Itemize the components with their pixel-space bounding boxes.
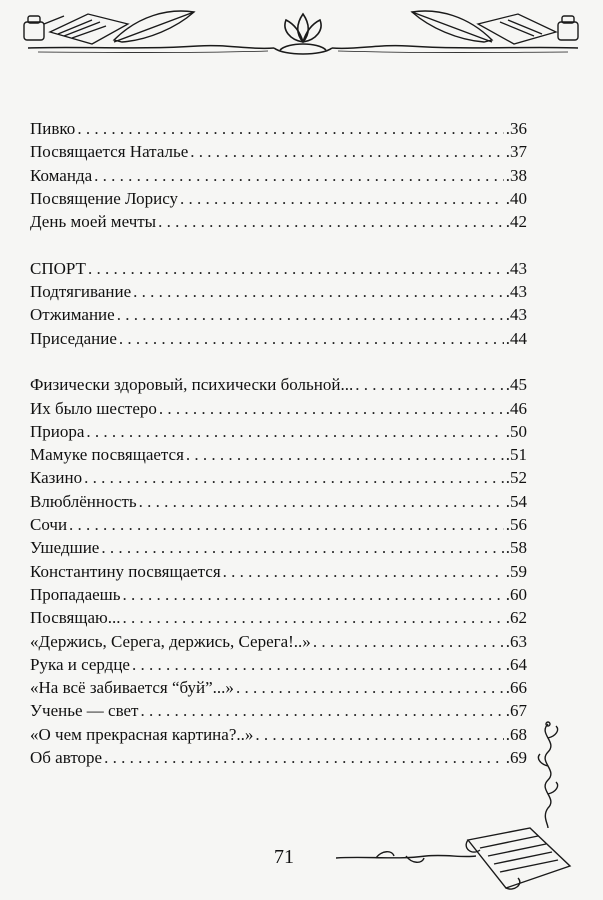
toc-entry-page: .45: [505, 375, 527, 395]
toc-entry-title: Ушедшие: [30, 538, 100, 558]
toc-entry-page: .64: [505, 654, 527, 674]
dot-leader: [158, 210, 504, 233]
dot-leader: [139, 490, 504, 513]
toc-entry: [30, 117, 527, 140]
toc-entry-title: День моей мечты: [30, 212, 157, 232]
side-flourish-ornament: [528, 720, 568, 830]
toc-entry-title: Посвящается Наталье: [30, 142, 189, 162]
toc-entry-title: Посвящаю...: [30, 608, 121, 628]
dot-leader: [122, 606, 503, 629]
toc-entry-title: Ученье — свет: [30, 701, 139, 721]
toc-entry-page: .36: [505, 119, 527, 138]
dot-leader: [119, 327, 504, 350]
dot-leader: [132, 653, 504, 676]
toc-entry-page: .69: [505, 748, 527, 768]
toc-entry: [30, 676, 527, 699]
toc-entry: [30, 420, 527, 443]
scroll-paper-icon: [50, 14, 128, 44]
dot-leader: [123, 583, 504, 606]
toc-entry-title: Сочи: [30, 515, 68, 535]
dot-leader: [180, 187, 504, 210]
toc-entry-page: .58: [505, 538, 527, 558]
toc-entry-page: .63: [505, 631, 527, 651]
toc-entry: [30, 746, 527, 769]
toc-entry-title: Команда: [30, 165, 93, 185]
toc-entry: [30, 723, 527, 746]
toc-entry: [30, 187, 527, 210]
toc-entry-title: Пропадаешь: [30, 584, 121, 604]
dot-leader: [117, 303, 504, 326]
toc-entry-title: «Держись, Серега, держись, Серега!..»: [30, 631, 311, 651]
toc-entry-page: .40: [505, 188, 527, 208]
toc-entry-page: .43: [505, 305, 527, 325]
toc-entry: [30, 397, 527, 420]
toc-entry-title: Влюблённость: [30, 491, 137, 511]
toc-entry: [30, 140, 527, 163]
toc-entry-title: «О чем прекрасная картина?..»: [30, 724, 254, 744]
toc-entry-title: Их было шестеро: [30, 398, 157, 418]
dot-leader: [104, 746, 504, 769]
toc-entry-title: «На всё забивается “буй”...»: [30, 678, 234, 698]
toc-entry-page: .37: [505, 142, 527, 162]
toc-entry-title: Пивко: [30, 119, 76, 138]
dot-leader: [190, 140, 503, 163]
toc-entry-title: Приседание: [30, 328, 117, 348]
dot-leader: [140, 699, 503, 722]
toc-entry-title: Об авторе: [30, 748, 103, 768]
scroll-paper-icon: [458, 822, 578, 894]
dot-leader: [77, 117, 503, 140]
toc-entry-title: СПОРТ: [30, 258, 86, 278]
toc-entry: [30, 536, 527, 559]
toc-entry-title: Мамуке посвящается: [30, 445, 184, 465]
toc-entry: [30, 327, 527, 350]
toc-entry-page: .44: [505, 328, 527, 348]
toc-group-1: [30, 117, 527, 233]
toc-entry-page: .66: [505, 678, 527, 698]
toc-entry: [30, 280, 527, 303]
toc-entry-page: .46: [505, 398, 527, 418]
dot-leader: [94, 164, 504, 187]
dot-leader: [88, 257, 504, 280]
toc-entry: [30, 210, 527, 233]
toc-entry: [30, 699, 527, 722]
toc-entry-title: Посвящение Лорису: [30, 188, 179, 208]
page-number: 71: [274, 846, 294, 868]
toc-entry: [30, 630, 527, 653]
toc-entry-page: .43: [505, 282, 527, 302]
left-feather-icon: [114, 11, 194, 42]
toc-entry-page: .56: [505, 515, 527, 535]
table-of-contents: [30, 117, 527, 769]
dot-leader: [101, 536, 503, 559]
bottom-flourish-line: [336, 844, 476, 868]
fleuron-icon: [274, 14, 332, 54]
toc-entry-title: Константину посвящается: [30, 561, 221, 581]
header-ornament: [18, 6, 588, 66]
toc-entry-page: .51: [505, 445, 527, 465]
toc-group-3: [30, 373, 527, 769]
dot-leader: [255, 723, 503, 746]
toc-entry: [30, 606, 527, 629]
toc-entry-page: .42: [505, 212, 527, 232]
dot-leader: [86, 420, 503, 443]
toc-entry: [30, 583, 527, 606]
toc-group-2: [30, 257, 527, 350]
toc-entry-page: .62: [505, 608, 527, 628]
dot-leader: [159, 397, 504, 420]
toc-entry: [30, 164, 527, 187]
dot-leader: [84, 466, 504, 489]
toc-entry-title: Приора: [30, 421, 85, 441]
dot-leader: [223, 560, 504, 583]
toc-entry: [30, 653, 527, 676]
dot-leader: [313, 630, 504, 653]
right-feather-icon: [412, 11, 492, 42]
left-flourish-line: [28, 46, 274, 49]
toc-entry-page: .54: [505, 491, 527, 511]
toc-entry-title: Рука и сердце: [30, 654, 130, 674]
dot-leader: [69, 513, 504, 536]
toc-entry-title: Подтягивание: [30, 282, 132, 302]
toc-entry: [30, 490, 527, 513]
toc-entry: [30, 373, 527, 396]
toc-entry-page: .43: [505, 258, 527, 278]
toc-entry-page: .67: [505, 701, 527, 721]
toc-entry-page: .50: [505, 421, 527, 441]
toc-entry-page: .52: [505, 468, 527, 488]
right-flourish-line: [332, 46, 578, 49]
dot-leader: [186, 443, 504, 466]
toc-entry-page: .59: [505, 561, 527, 581]
toc-entry: [30, 560, 527, 583]
toc-entry: [30, 303, 527, 326]
toc-entry: [30, 466, 527, 489]
dot-leader: [236, 676, 504, 699]
toc-entry-page: .38: [505, 165, 527, 185]
right-inkwell-icon: [558, 16, 578, 40]
toc-entry: [30, 443, 527, 466]
toc-entry-title: Отжимание: [30, 305, 115, 325]
toc-entry: [30, 513, 527, 536]
dot-leader: [355, 373, 504, 396]
toc-section-heading: [30, 257, 527, 280]
right-scroll-paper-icon: [478, 14, 556, 44]
toc-entry-title: Физически здоровый, психически больной...: [30, 375, 354, 395]
toc-entry-page: .60: [505, 584, 527, 604]
toc-entry-title: Казино: [30, 468, 83, 488]
toc-entry-page: .68: [505, 724, 527, 744]
dot-leader: [133, 280, 504, 303]
